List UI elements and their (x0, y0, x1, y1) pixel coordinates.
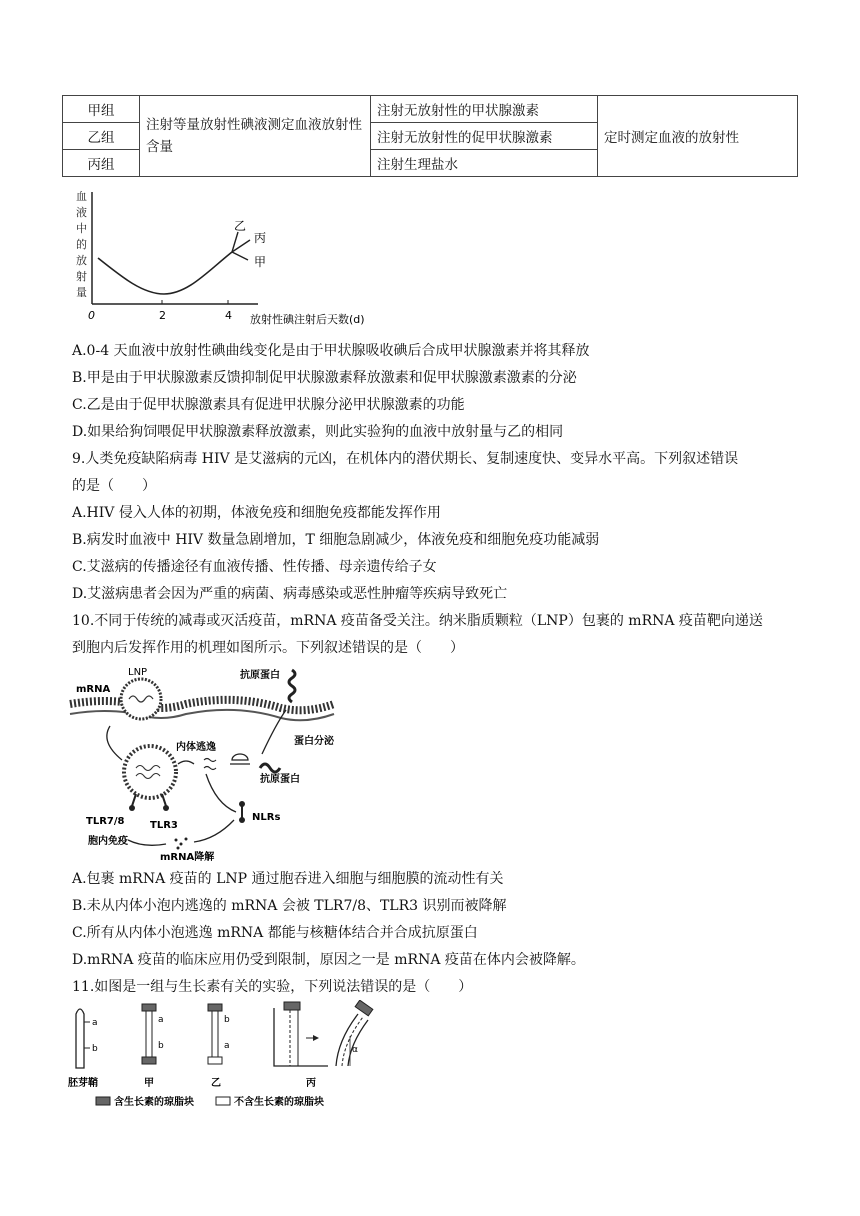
mrna-vaccine-diagram (66, 664, 338, 864)
q8-option-d: D.如果给狗饲喂促甲状腺激素释放激素，则此实验狗的血液中放射量与乙的相同 (72, 424, 564, 440)
treatment-cell: 注射无放射性的甲状腺激素 (371, 96, 598, 123)
label-a: a (92, 1018, 98, 1028)
curve-common (98, 252, 232, 294)
series-label-yi: 乙 (234, 219, 247, 233)
agar-block-with-auxin (355, 1000, 373, 1016)
group-cell: 乙组 (63, 123, 140, 150)
agar-block-with-auxin (208, 1004, 222, 1011)
x-axis-label: 放射性碘注射后天数(d) (250, 313, 365, 326)
y-axis-char: 量 (76, 286, 87, 299)
label-a: a (158, 1015, 164, 1025)
q9-option-a: A.HIV 侵入人体的初期，体液免疫和细胞免疫都能发挥作用 (72, 505, 441, 521)
agar-block-with-auxin (142, 1057, 156, 1064)
coleoptile-shape (76, 1009, 84, 1068)
tlr3-head-icon (163, 805, 169, 811)
y-axis-char: 的 (76, 238, 87, 251)
common-step-cell: 注射等量放射性碘液测定血液放射性含量 (140, 96, 371, 177)
bent-coleoptile-left (336, 1014, 358, 1066)
tlr78-receptor (132, 794, 136, 806)
x-tick-label: 0 (88, 309, 95, 322)
agar-block-with-auxin (284, 1002, 300, 1010)
label-escape: 内体逃逸 (176, 742, 216, 753)
label-antigen-top: 抗原蛋白 (240, 670, 280, 681)
y-axis-char: 血 (76, 190, 87, 203)
tlr3-receptor (162, 794, 166, 806)
bent-coleoptile-right (348, 1020, 368, 1066)
arrow-to-nlrs (206, 774, 236, 812)
y-axis-char: 放 (76, 254, 87, 267)
group-cell: 丙组 (63, 150, 140, 177)
antigen-protein-mid-icon (260, 764, 280, 772)
label-jia: 甲 (144, 1078, 154, 1089)
label-b: b (224, 1015, 230, 1025)
label-bing: 丙 (306, 1078, 316, 1089)
x-tick-label: 4 (225, 309, 232, 322)
endosome (124, 746, 176, 798)
free-mrna-icon (204, 759, 216, 770)
tlr78-head-icon (129, 805, 135, 811)
label-alpha: α (352, 1045, 358, 1055)
arrow-endocytosis (107, 726, 122, 760)
ribosome-icon (230, 754, 250, 764)
q8-option-b: B.甲是由于甲状腺激素反馈抑制促甲状腺激素释放激素和促甲状腺激素激素的分泌 (72, 370, 577, 386)
curve-jia (232, 252, 248, 260)
bing-stand (274, 1008, 328, 1066)
y-axis-char: 液 (76, 206, 87, 219)
label-b: b (158, 1041, 164, 1051)
lnp-particle (121, 679, 161, 719)
agar-block-without-auxin (208, 1057, 222, 1064)
arrow-innate (128, 840, 166, 845)
label-mrna: mRNA (76, 684, 111, 695)
q10-option-d: D.mRNA 疫苗的临床应用仍受到限制，原因之一是 mRNA 疫苗在体内会被降解。 (72, 952, 585, 968)
q10-option-b: B.未从内体小泡内逃逸的 mRNA 会被 TLR7/8、TLR3 识别而被降解 (72, 898, 507, 914)
label-tlr78: TLR7/8 (86, 816, 125, 827)
q9-stem-line2: 的是（ ） (72, 478, 156, 494)
experiment-table (62, 95, 798, 177)
arrow-degrade (194, 820, 234, 842)
treatment-cell: 注射生理盐水 (371, 150, 598, 177)
group-cell: 甲组 (63, 96, 140, 123)
arrow-escape (178, 761, 194, 764)
label-tlr3: TLR3 (150, 820, 178, 831)
series-label-jia: 甲 (254, 255, 267, 269)
label-nlrs: NLRs (252, 812, 281, 823)
radioactivity-graph (68, 186, 388, 326)
q11-stem: 11.如图是一组与生长素有关的实验，下列说法错误的是（ ） (72, 979, 473, 995)
q9-option-d: D.艾滋病患者会因为严重的病菌、病毒感染或恶性肿瘤等疾病导致死亡 (72, 586, 508, 602)
label-degrade: mRNA降解 (160, 852, 215, 863)
x-tick-label: 2 (159, 309, 166, 322)
q9-option-c: C.艾滋病的传播途径有血液传播、性传播、母亲遗传给子女 (72, 559, 437, 575)
legend-with-auxin: 含生长素的琼脂块 (114, 1097, 194, 1108)
treatment-cell: 注射无放射性的促甲状腺激素 (371, 123, 598, 150)
antigen-protein-icon (289, 670, 295, 702)
segment-yi (212, 1011, 218, 1057)
label-coleoptile: 胚芽鞘 (68, 1078, 98, 1089)
measurement-cell: 定时测定血液的放射性 (598, 96, 798, 177)
q9-option-b: B.病发时血液中 HIV 数量急剧增加，T 细胞急剧减少，体液免疫和细胞免疫功能减弱 (72, 532, 600, 548)
legend-swatch-with (96, 1097, 110, 1105)
cell-membrane-inner (70, 710, 334, 720)
q10-option-a: A.包裹 mRNA 疫苗的 LNP 通过胞吞进入细胞与细胞膜的流动性有关 (72, 871, 504, 887)
q9-stem-line1: 9.人类免疫缺陷病毒 HIV 是艾滋病的元凶，在机体内的潜伏期长、复制速度快、变异水平高。下列叙述错误 (72, 451, 739, 467)
label-antigen-mid: 抗原蛋白 (260, 774, 300, 785)
label-lnp: LNP (128, 667, 148, 678)
q10-option-c: C.所有从内体小泡逃逸 mRNA 都能与核糖体结合并合成抗原蛋白 (72, 925, 478, 941)
q8-option-c: C.乙是由于促甲状腺激素具有促进甲状腺分泌甲状腺激素的功能 (72, 397, 465, 413)
y-axis-char: 射 (76, 270, 87, 283)
bent-coleoptile-mid (342, 1017, 363, 1066)
label-a: a (224, 1041, 230, 1051)
label-innate: 胞内免疫 (88, 836, 128, 847)
legend-without-auxin: 不含生长素的琼脂块 (234, 1097, 324, 1108)
q8-option-a: A.0-4 天血液中放射性碘曲线变化是由于甲状腺吸收碘后合成甲状腺激素并将其释放 (72, 343, 590, 359)
cell-membrane (70, 700, 334, 710)
label-yi: 乙 (211, 1078, 221, 1089)
label-b: b (92, 1044, 98, 1054)
degraded-fragments-icon (175, 838, 188, 850)
y-axis-char: 中 (76, 222, 87, 235)
auxin-experiment-diagram (66, 1000, 376, 1112)
agar-block-with-auxin (142, 1004, 156, 1011)
segment-jia (146, 1011, 152, 1057)
label-secretion: 蛋白分泌 (294, 736, 334, 747)
legend-swatch-without (216, 1097, 230, 1105)
q10-stem-line1: 10.不同于传统的减毒或灭活疫苗，mRNA 疫苗备受关注。纳米脂质颗粒（LNP）包裹的 mRNA 疫苗靶向递送 (72, 613, 763, 629)
series-label-bing: 丙 (254, 231, 267, 245)
q10-stem-line2: 到胞内后发挥作用的机理如图所示。下列叙述错误的是（ ） (72, 640, 464, 656)
